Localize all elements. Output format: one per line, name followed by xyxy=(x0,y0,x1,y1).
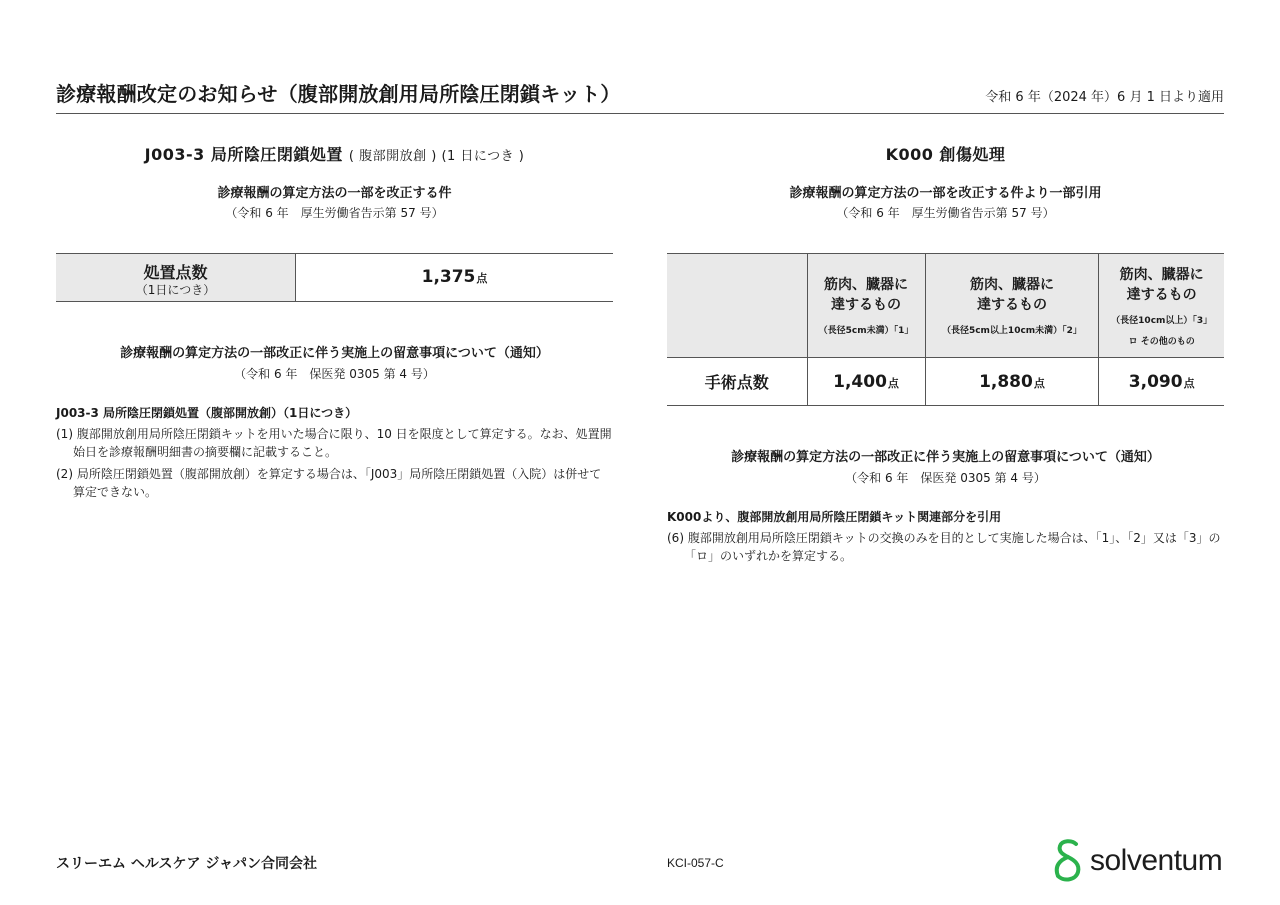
value-2: 1,880 xyxy=(979,371,1033,392)
value-cell-3 xyxy=(1099,358,1224,406)
treatment-points-value: 1,375 xyxy=(421,267,476,287)
treatment-points-header xyxy=(56,254,296,301)
left-item-1: (1) 腹部開放創用局所陰圧閉鎖キットを用いた場合に限り、10 日を限度として算定する。なお、処置開始日を診療報酬明細書の摘要欄に記載すること。 xyxy=(56,427,612,459)
points-unit: 点 xyxy=(476,272,488,285)
surgery-points-label: 手術点数 xyxy=(704,373,769,392)
surgery-points-header-row xyxy=(667,254,1224,358)
logo-wordmark: solventum xyxy=(1090,844,1223,877)
right-item-6: (6) 腹部開放創用局所陰圧閉鎖キットの交換のみを目的として実施した場合は、「1」、「2」又は「3」の「ロ」のいずれかを算定する。 xyxy=(667,531,1221,563)
right-notice-title: 診療報酬の算定方法の一部改正に伴う実施上の留意事項について（通知） xyxy=(731,450,1160,465)
value-1: 1,400 xyxy=(833,371,887,392)
points-unit: 点 xyxy=(1183,376,1195,390)
points-unit: 点 xyxy=(1033,376,1045,390)
header-empty-cell xyxy=(667,254,807,358)
solventum-mark-icon xyxy=(1050,838,1084,884)
treatment-points-table xyxy=(56,253,613,302)
left-section-title-main: J003-3 局所陰圧閉鎖処置 xyxy=(144,145,343,164)
header-3-note: （長径10cm以上）「3」 xyxy=(1111,315,1213,326)
left-notice-title: 診療報酬の算定方法の一部改正に伴う実施上の留意事項について（通知） xyxy=(120,346,549,361)
solventum-logo xyxy=(1050,838,1222,884)
page-header xyxy=(56,74,1224,114)
treatment-points-value-cell xyxy=(296,254,613,301)
value-3: 3,090 xyxy=(1128,371,1183,392)
right-notice-sub: （令和 6 年 保医発 0305 第 4 号） xyxy=(845,471,1046,485)
right-column xyxy=(667,140,1224,565)
header-2-note: （長径5cm以上10cm未満）「2」 xyxy=(941,326,1082,336)
header-cell-1 xyxy=(807,254,925,358)
header-3-extra: ロ その他のもの xyxy=(1128,336,1195,347)
right-section-title: K000 創傷処理 xyxy=(885,145,1006,164)
left-section-title xyxy=(56,140,613,170)
row-label-cell xyxy=(667,358,807,406)
right-source-sub: （令和 6 年 厚生労働省告示第 57 号） xyxy=(836,206,1055,220)
header-1-note: （長径5cm未満）「1」 xyxy=(818,326,914,336)
document-code: KCI-057-C xyxy=(667,856,724,870)
left-source-sub: （令和 6 年 厚生労働省告示第 57 号） xyxy=(225,206,444,220)
right-item-head: K000より、腹部開放創用局所陰圧閉鎖キット関連部分を引用 xyxy=(667,510,1002,524)
header-1-line2: 達するもの xyxy=(831,297,902,313)
surgery-points-table xyxy=(667,253,1224,406)
header-1-line1: 筋肉、臓器に xyxy=(824,277,909,293)
page-title: 診療報酬改定のお知らせ（腹部開放創用局所陰圧閉鎖キット） xyxy=(56,82,621,106)
company-name: スリーエム ヘルスケア ジャパン合同会社 xyxy=(56,856,318,872)
header-3-line1: 筋肉、臓器に xyxy=(1119,266,1204,283)
left-source-title: 診療報酬の算定方法の一部を改正する件 xyxy=(217,186,452,201)
left-item-2: (2) 局所陰圧閉鎖処置（腹部開放創）を算定する場合は、「J003」局所陰圧閉鎖処置（入院）は併せて算定できない。 xyxy=(56,467,602,499)
left-notice-sub: （令和 6 年 保医発 0305 第 4 号） xyxy=(234,367,435,381)
header-3-line2: 達するもの xyxy=(1126,286,1197,303)
left-column xyxy=(56,140,613,501)
value-cell-1 xyxy=(807,358,925,406)
header-cell-2 xyxy=(925,254,1099,358)
header-2-line1: 筋肉、臓器に xyxy=(969,277,1054,293)
surgery-points-value-row xyxy=(667,358,1224,406)
left-item-head: J003-3 局所陰圧閉鎖処置（腹部開放創）（1日につき） xyxy=(56,406,358,420)
effective-date: 令和 6 年（2024 年）6 月 1 日より適用 xyxy=(985,90,1224,105)
header-cell-3 xyxy=(1099,254,1224,358)
value-cell-2 xyxy=(925,358,1099,406)
treatment-points-label: 処置点数 xyxy=(143,263,208,282)
treatment-points-per-day: （1日につき） xyxy=(135,283,216,297)
left-section-title-sub: ( 腹部開放創 ) (1 日につき ) xyxy=(348,149,525,164)
header-2-line2: 達するもの xyxy=(976,297,1047,313)
right-source-title: 診療報酬の算定方法の一部を改正する件より一部引用 xyxy=(789,186,1102,201)
points-unit: 点 xyxy=(887,376,899,390)
